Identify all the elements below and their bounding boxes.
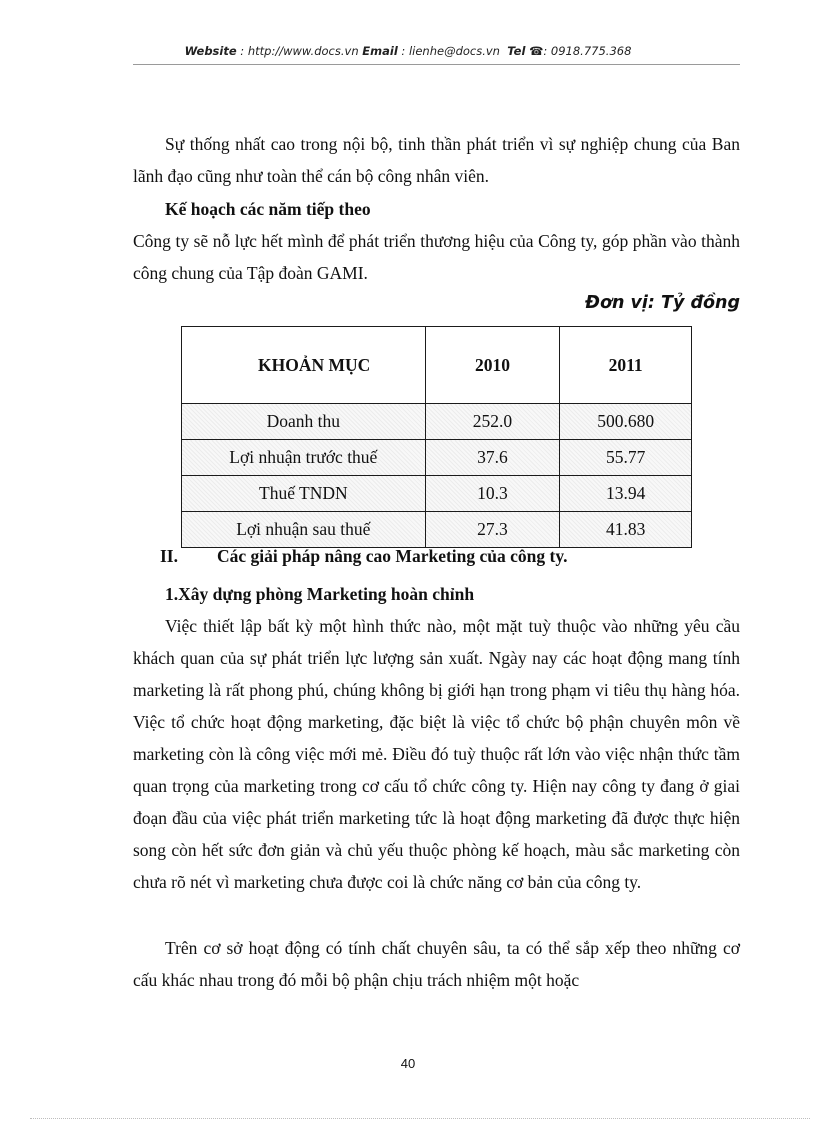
footer-divider bbox=[30, 1118, 810, 1119]
section-number: II. bbox=[160, 546, 178, 566]
table-cell: 37.6 bbox=[425, 440, 560, 476]
section-title: Các giải pháp nâng cao Marketing của công ty. bbox=[217, 546, 568, 566]
website-label: Website bbox=[184, 44, 237, 58]
paragraph-structure: Trên cơ sở hoạt động có tính chất chuyên sâu, ta có thể sắp xếp theo những cơ cấu khác nhau trong đó mỗi bộ phận chịu trách nhiệm một hoặc bbox=[133, 938, 740, 990]
website-separator: : bbox=[236, 44, 248, 58]
table-cell: 252.0 bbox=[425, 404, 560, 440]
page-header bbox=[0, 44, 816, 58]
table-cell: 55.77 bbox=[560, 440, 692, 476]
website-url[interactable]: http://www.docs.vn bbox=[247, 44, 359, 58]
plan-heading: Kế hoạch các năm tiếp theo bbox=[165, 199, 371, 219]
header-2011: 2011 bbox=[560, 327, 692, 404]
header-2010: 2010 bbox=[425, 327, 560, 404]
email-label: Email bbox=[362, 44, 398, 58]
table-cell: Thuế TNDN bbox=[182, 476, 426, 512]
tel-label: Tel bbox=[507, 44, 526, 58]
table-cell: 27.3 bbox=[425, 512, 560, 548]
table-cell: 10.3 bbox=[425, 476, 560, 512]
subsection-title: 1.Xây dựng phòng Marketing hoàn chỉnh bbox=[165, 584, 475, 604]
table-row bbox=[182, 476, 692, 512]
table-cell: 13.94 bbox=[560, 476, 692, 512]
table-row bbox=[182, 404, 692, 440]
table-cell: Lợi nhuận sau thuế bbox=[182, 512, 426, 548]
paragraph-plan: Công ty sẽ nỗ lực hết mình để phát triển thương hiệu của Công ty, góp phần vào thành công chung của Tập đoàn GAMI. bbox=[133, 231, 740, 283]
header-divider bbox=[133, 64, 740, 65]
table-cell: 41.83 bbox=[560, 512, 692, 548]
table-cell: 500.680 bbox=[560, 404, 692, 440]
financial-table bbox=[181, 326, 692, 548]
email-separator: : bbox=[397, 44, 409, 58]
phone-icon: ☎ bbox=[529, 44, 544, 58]
table-cell: Doanh thu bbox=[182, 404, 426, 440]
paragraph-marketing: Việc thiết lập bất kỳ một hình thức nào, một mặt tuỳ thuộc vào những yêu cầu khách quan của sự phát triển lực lượng sản xuất. Ngày nay các hoạt động mang tính marketing là rất phong phú, chúng không bị giới hạn trong phạm vi tiêu thụ hàng hóa. Việc tổ chức hoạt động marketing, đặc biệt là việc tổ chức bộ phận chuyên môn về marketing còn là công việc mới mẻ. Điều đó tuỳ thuộc rất lớn vào việc nhận thức tầm quan trọng của marketing trong cơ cấu tổ chức công ty. Hiện nay công ty đang ở giai đoạn đầu của việc phát triển marketing tức là hoạt động marketing đã được thực hiện song còn hết sức đơn giản và chủ yếu thuộc phòng kế hoạch, màu sắc marketing còn chưa rõ nét vì marketing chưa được coi là chức năng cơ bản của công ty. bbox=[133, 616, 740, 892]
table-row bbox=[182, 440, 692, 476]
tel-value: : 0918.775.368 bbox=[543, 44, 632, 58]
table-row bbox=[182, 512, 692, 548]
page-number: 40 bbox=[400, 1056, 416, 1071]
table-header-row bbox=[182, 327, 692, 404]
unit-label: Đơn vị: Tỷ đồng bbox=[585, 293, 740, 313]
table-cell: Lợi nhuận trước thuế bbox=[182, 440, 426, 476]
paragraph-unity: Sự thống nhất cao trong nội bộ, tinh thần phát triển vì sự nghiệp chung của Ban lãnh đạo cũng như toàn thể cán bộ công nhân viên. bbox=[133, 134, 740, 186]
header-khoan-muc: KHOẢN MỤC bbox=[182, 327, 426, 404]
email-value[interactable]: lienhe@docs.vn bbox=[408, 44, 500, 58]
